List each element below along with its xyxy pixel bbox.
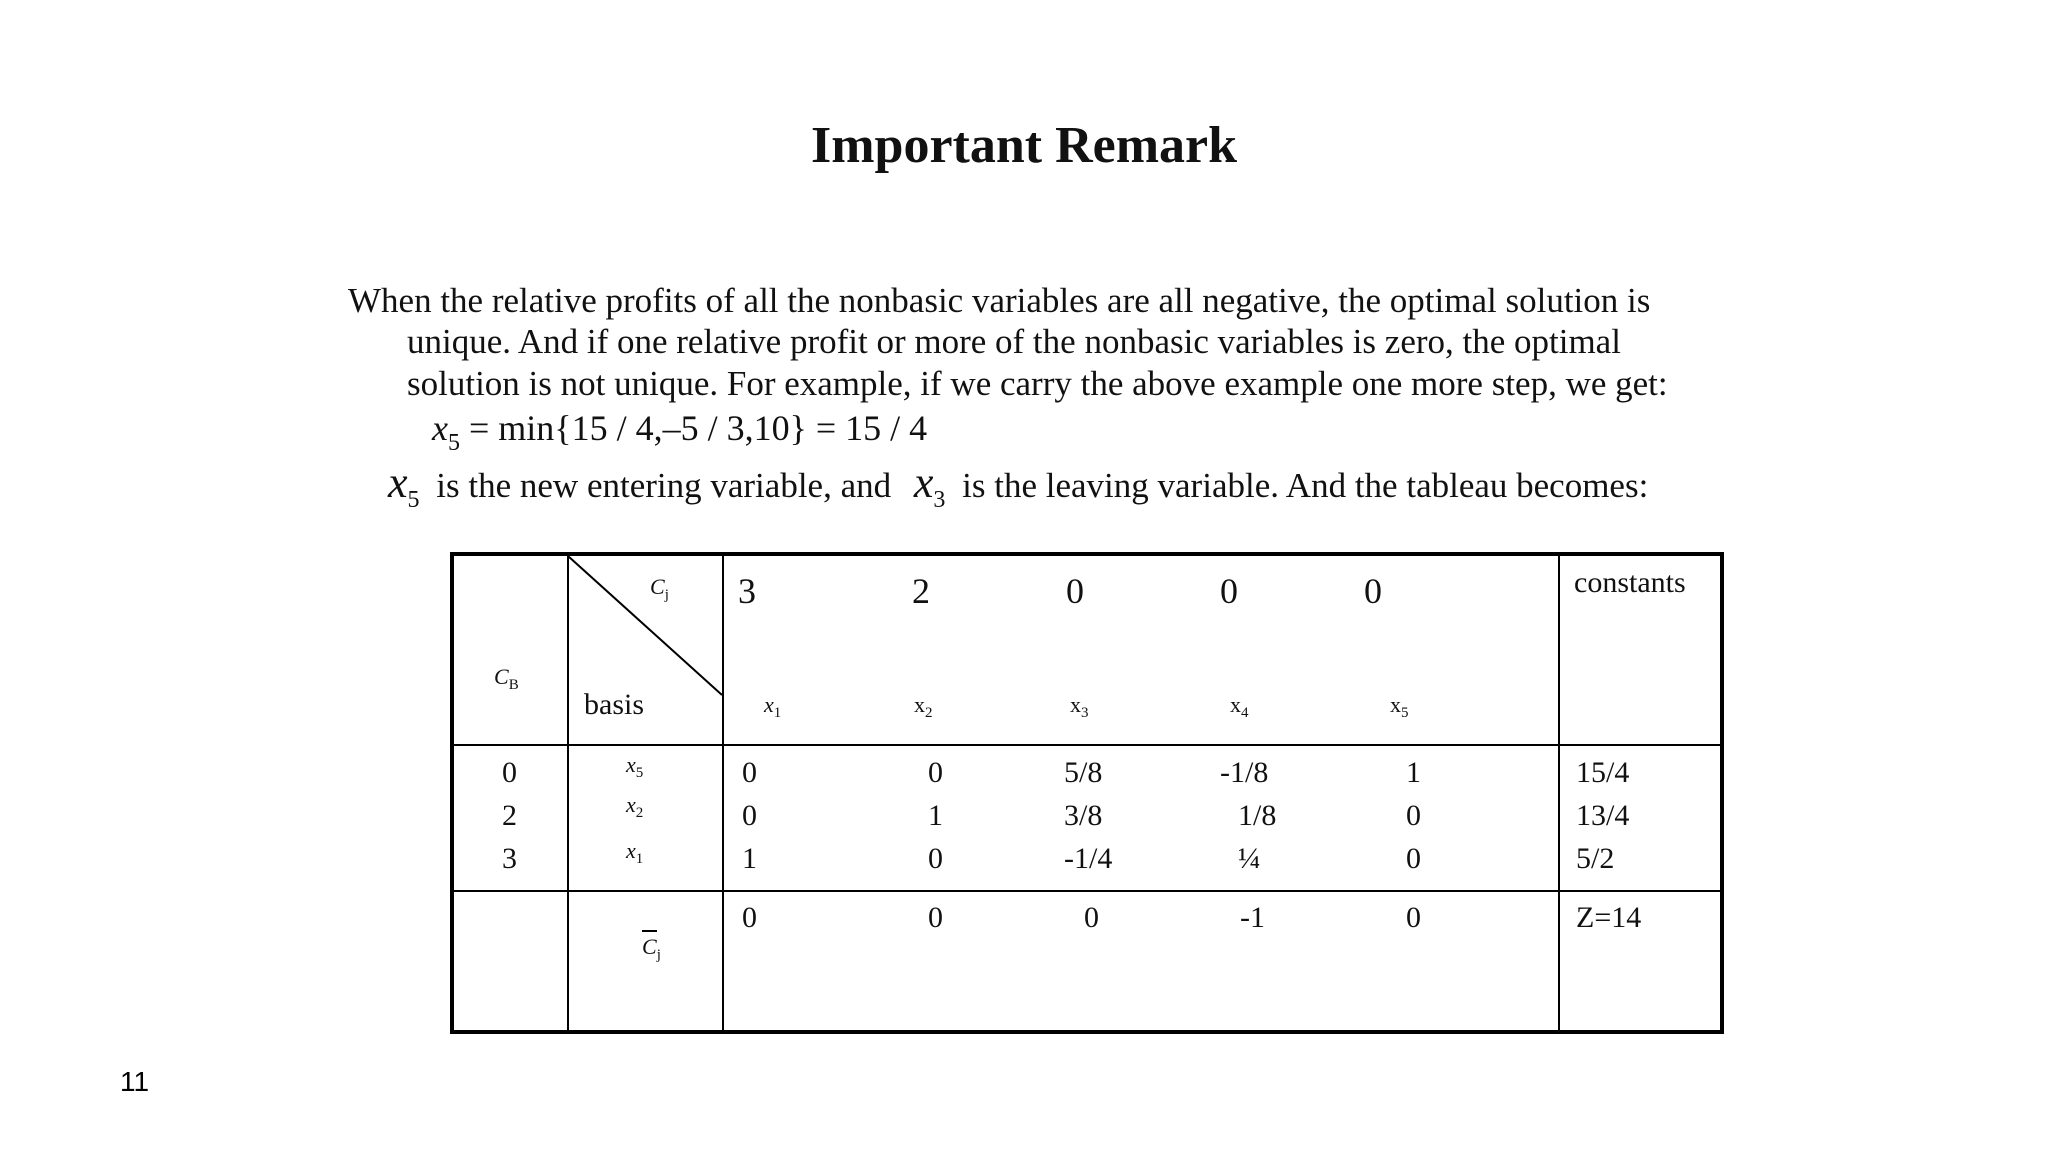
basis-variable: $x_1$ [626,838,644,867]
simplex-tableau [450,552,1724,1034]
cb-value: 0 [502,756,517,789]
grid-line [454,890,1720,892]
cb-value: 2 [502,799,517,832]
grid-line [454,744,1720,746]
variable-header: $x_1$ [764,692,782,721]
relative-profit: 0 [1406,901,1421,934]
table-cell: 1 [928,799,943,832]
leaving-variable-subscript: 3 [933,487,946,513]
paragraph-line-1: When the relative profits of all the nonbasic variables are all negative, the optimal solution is [348,281,1651,320]
cj-value: 0 [1220,571,1238,611]
relative-profit: 0 [1084,901,1099,934]
relative-profit: -1 [1240,901,1265,934]
slide-title: Important Remark [810,117,1238,174]
paragraph-line-2: unique. And if one relative profit or more of the nonbasic variables is zero, the optimal [407,322,1621,361]
entering-variable: x [388,458,408,507]
diagonal-header-line [568,556,723,696]
constant-value: 15/4 [1576,756,1630,789]
table-cell: -1/8 [1220,756,1269,789]
equation-variable: x [432,408,448,448]
cb-label: $C_B$ [494,664,519,693]
constant-value: 5/2 [1576,842,1615,875]
table-cell: 0 [742,799,757,832]
entering-variable-subscript: 5 [407,487,420,513]
variable-header: $x_5$ [1390,692,1409,721]
table-cell: 0 [1406,842,1421,875]
leaving-text: is the leaving variable. And the tableau becomes: [962,466,1649,505]
cj-label: $C_j$ [650,574,669,603]
variable-header: $x_4$ [1230,692,1249,721]
variable-header: $x_2$ [914,692,933,721]
cb-value: 3 [502,842,517,875]
equation-rhs: = min{15 / 4,–5 / 3,10} = 15 / 4 [468,408,928,448]
table-cell: 0 [928,842,943,875]
cj-value: 3 [738,571,756,611]
table-cell: ¼ [1238,842,1261,875]
table-cell: 1 [742,842,757,875]
equation-subscript: 5 [447,430,460,456]
table-cell: 0 [928,756,943,789]
cj-bar-label: $C_j$ [642,934,661,964]
table-cell: 1/8 [1238,799,1277,832]
cj-value: 0 [1066,571,1084,611]
grid-line [1558,556,1560,1030]
entering-leaving-line [388,458,1649,521]
table-cell: 0 [742,756,757,789]
slide-number: 11 [120,1066,150,1097]
constants-label: constants [1574,566,1686,599]
basis-label: basis [584,688,644,721]
table-cell: 0 [1406,799,1421,832]
table-cell: 5/8 [1064,756,1103,789]
constant-value: 13/4 [1576,799,1630,832]
table-cell: -1/4 [1064,842,1113,875]
table-cell: 1 [1406,756,1421,789]
z-value: Z=14 [1576,901,1642,934]
relative-profit: 0 [742,901,757,934]
variable-header: $x_3$ [1070,692,1089,721]
cj-value: 2 [912,571,930,611]
table-cell: 3/8 [1064,799,1103,832]
min-ratio-equation [432,407,927,457]
paragraph-line-3: solution is not unique. For example, if we carry the above example one more step, we get: [407,364,1668,403]
cj-value: 0 [1364,571,1382,611]
basis-variable: $x_5$ [626,752,644,781]
leaving-variable: x [913,458,934,507]
relative-profit: 0 [928,901,943,934]
basis-variable: $x_2$ [626,792,644,821]
entering-text: is the new entering variable, and [436,466,892,505]
